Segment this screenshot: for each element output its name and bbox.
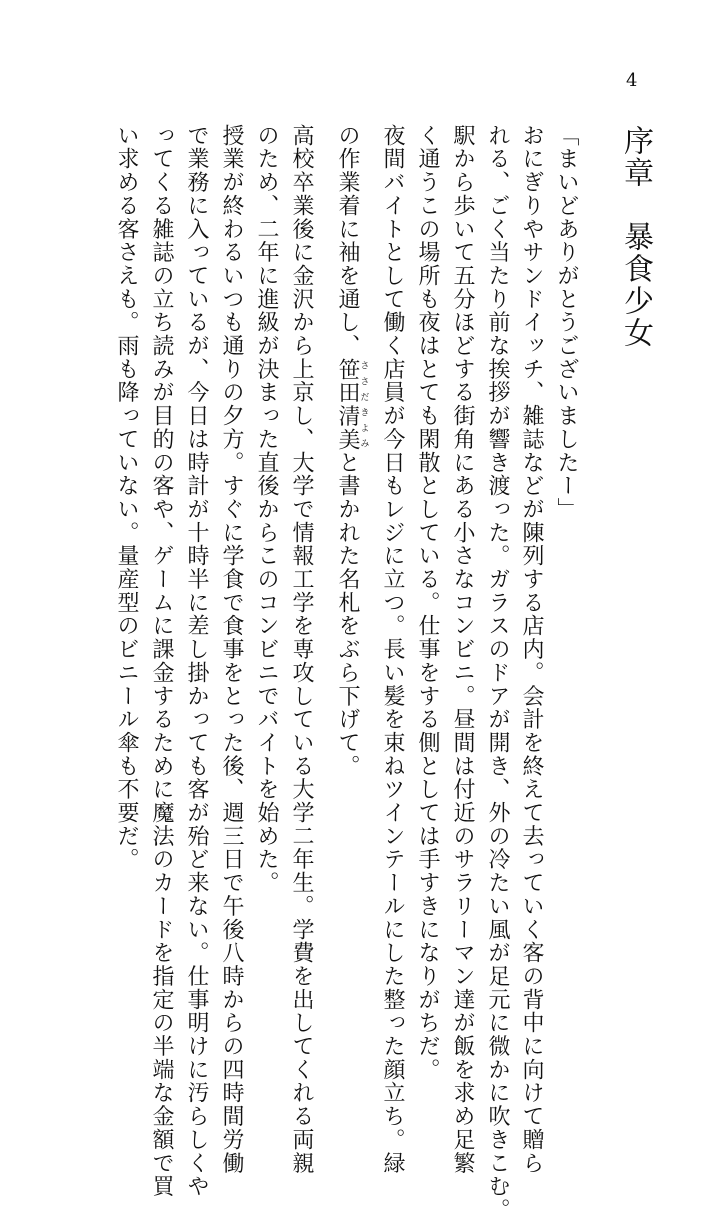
body-line-7 [336,124,369,778]
body-line-1: 「まいどありがとうございましたー」 [554,124,579,521]
body-line-11: で業務に入っているが、今日は時計が十時半に差し掛かっても客が殆ど来ない。仕事明けに汚らしくや [184,124,209,1199]
body-line-9: のため、二年に進級が決まった直後からこのコンビニでバイトを始めた。 [254,124,279,895]
chapter-title: 序章 暴食少女 [618,125,653,349]
body-line-6: 夜間バイトとして働く店員が今日もレジに立つ。長い髪を束ねツインテールにした整った顔立ち。緑 [380,124,405,1175]
body-line-3: れる、ごく当たり前な挨拶が響き渡った。ガラスのドアが開き、外の冷たい風が足元に微かに吹きこむ。 [485,124,510,1221]
body-line-13: い求める客さえも。雨も降っていない。量産型のビニール傘も不要だ。 [114,124,139,872]
name-ruby-reading: ささだきよみ [358,357,369,451]
body-line-8: 高校卒業後に金沢から上京し、大学で情報工学を専攻している大学二年生。学費を出してくれる両親 [289,124,314,1175]
name-ruby-base: 笹田清美 [335,357,360,451]
body-line-4: 駅から歩いて五分ほどする街角にある小さなコンビニ。昼間は付近のサラリーマン達が飯を求め足繁 [450,124,475,1175]
name-tag-ruby [335,357,369,451]
page-number: 4 [626,70,638,91]
body-line-2: おにぎりやサンドイッチ、雑誌などが陳列する店内。会計を終えて去っていく客の背中に向けて贈ら [519,124,544,1175]
body-line-10: 授業が終わるいつも通りの夕方。すぐに学食で食事をとった後、週三日で午後八時からの四時間労働 [219,124,244,1175]
body-line-12: ってくる雑誌の立ち読みが目的の客や、ゲームに課金するために魔法のカードを指定の半端な金額で買 [149,124,174,1199]
body-line-7-end: と書かれた名札をぶら下げて。 [335,450,360,778]
body-line-7-start: の作業着に袖を通し、 [335,124,360,358]
body-line-5: く通うこの場所も夜はとても閑散としている。仕事をする側としては手すきになりがちだ。 [415,124,440,1082]
